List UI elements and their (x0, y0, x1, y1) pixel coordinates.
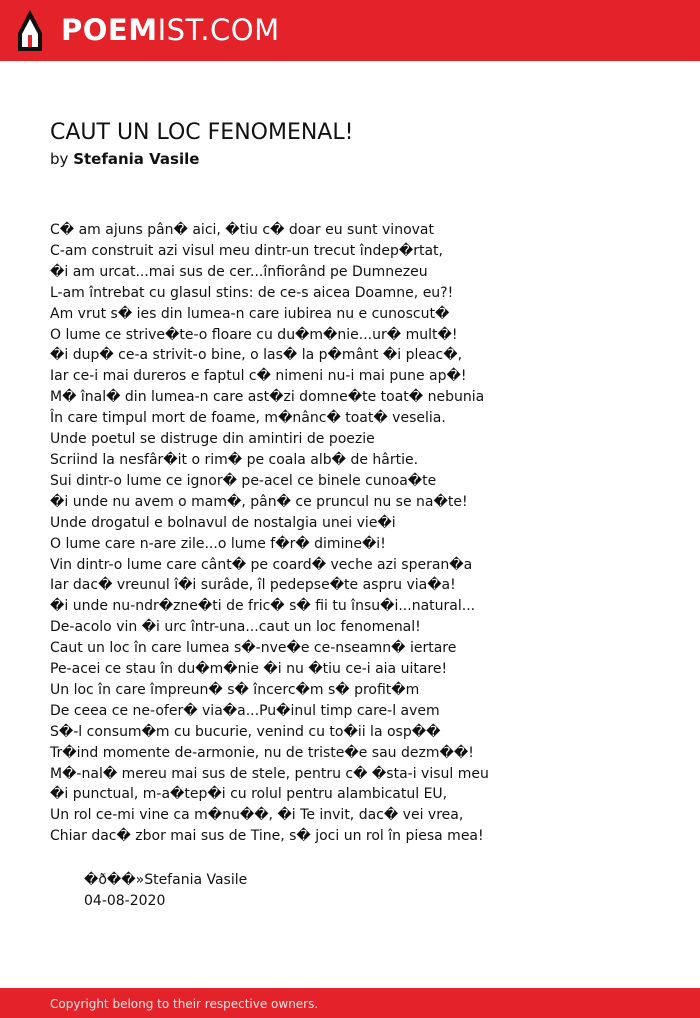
poem-line: Am vrut s� ies din lumea-n care iubirea nu e cunoscut� (50, 305, 450, 322)
poem-line: �i unde nu-ndr�zne�ti de fric� s� fii tu însu�i...natural... (50, 598, 476, 615)
poem-line: Pe-acei ce stau în du�m�nie �i nu �tiu ce-i aia uitare! (50, 661, 448, 678)
poem-line: În care timpul mort de foame, m�nânc� toat� veselia. (50, 410, 446, 427)
poem-line: De ceea ce ne-ofer� via�a...Pu�inul timp care-l avem (50, 702, 440, 719)
poem-line: Caut un loc în care lumea s�-nve�e ce-nseamn� iertare (50, 640, 457, 657)
poem-date: 04-08-2020 (84, 893, 166, 909)
poem-line: Un rol ce-mi vine ca m�nu��, �i Te invit, dac� vei vrea, (50, 807, 464, 824)
poem-line: Scriind la nesfâr�it o rim� pe coala alb� de hârtie. (50, 451, 419, 468)
brand-bold: POEM (61, 13, 158, 47)
site-footer (0, 988, 700, 1018)
poem-line: C-am construit azi visul meu dintr-un trecut îndep�rtat, (50, 242, 443, 259)
poem-signature-block (84, 870, 247, 912)
poem-line: Unde poetul se distruge din amintiri de poezie (50, 431, 375, 448)
poem-line: De-acolo vin �i urc într-una...caut un loc fenomenal! (50, 619, 421, 636)
pen-nib-icon[interactable] (16, 9, 44, 53)
poem-line: M� înal� din lumea-n care ast�zi domne�te toat� nebunia (50, 389, 485, 406)
poem-line: �i dup� ce-a strivit-o bine, o las� la p�mânt �i pleac�, (50, 347, 463, 364)
site-logo-text[interactable] (61, 13, 280, 47)
poem-line: C� am ajuns pân� aici, �tiu c� doar eu sunt vinovat (50, 222, 434, 238)
poem-line: M�-nal� mereu mai sus de stele, pentru c� �sta-i visul meu (50, 765, 489, 782)
signature: �ð��»Stefania Vasile (84, 872, 248, 888)
poem-line: �i punctual, m-a�tep�i cu rolul pentru alambicatul EU, (50, 786, 448, 803)
poem-body (50, 220, 670, 847)
poem-line: Tr�ind momente de-armonie, nu de triste�e sau dezm��! (50, 744, 474, 761)
poem-line: S�-l consum�m cu bucurie, venind cu to�ii la osp�� (50, 723, 441, 740)
poem-line: Iar dac� vreunul î�i surâde, îl pedepse�te aspru via�a! (50, 577, 456, 594)
poem-line: �i am urcat...mai sus de cer...înfiorând pe Dumnezeu (50, 263, 428, 280)
poem-line: Iar ce-i mai dureros e faptul c� nimeni nu-i mai pune ap�! (50, 368, 467, 385)
poem-line: Sui dintr-o lume ce ignor� pe-acel ce binele cunoa�te (50, 472, 437, 489)
poem-title: CAUT UN LOC FENOMENAL! (50, 120, 354, 145)
poem-line: L-am întrebat cu glasul stins: de ce-s aicea Doamne, eu?! (50, 284, 454, 301)
poem-line: Unde drogatul e bolnavul de nostalgia unei vie�i (50, 514, 396, 531)
by-label: by (50, 150, 69, 168)
byline (50, 149, 199, 169)
copyright-notice: Copyright belong to their respective owners. (50, 997, 319, 1011)
poem-line: O lume ce strive�te-o floare cu du�m�nie...ur� mult�! (50, 326, 458, 343)
poem-line: O lume care n-are zile...o lume f�r� dimine�i! (50, 535, 386, 552)
poem-line: �i unde nu avem o mam�, pân� ce pruncul nu se na�te! (50, 493, 468, 510)
brand-light: IST.COM (157, 13, 280, 47)
site-header (0, 0, 700, 61)
author-name[interactable]: Stefania Vasile (73, 150, 200, 168)
poem-line: Un loc în care împreun� s� încerc�m s� profit�m (50, 681, 420, 698)
poem-line: Vin dintr-o lume care cânt� pe coard� veche azi speran�a (50, 556, 473, 573)
poem-line: Chiar dac� zbor mai sus de Tine, s� joci un rol în piesa mea! (50, 828, 484, 845)
